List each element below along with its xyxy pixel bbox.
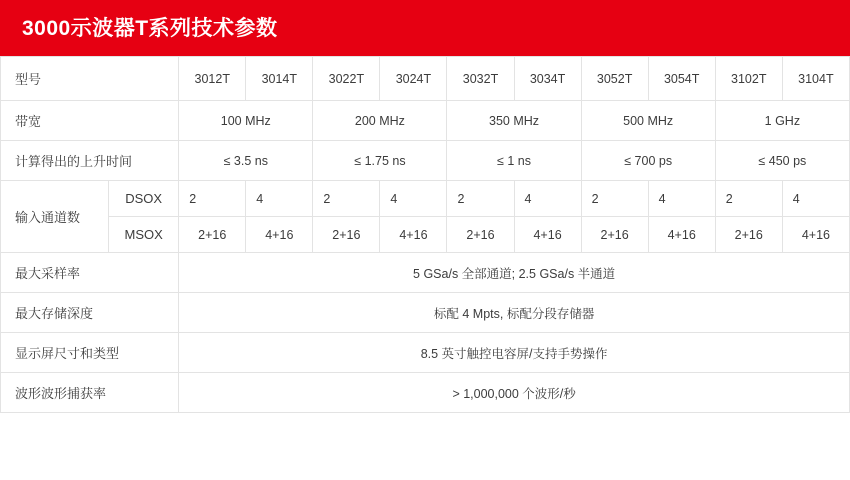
- table-row-model: [1, 57, 850, 101]
- dsox-channel-cell: 4: [514, 181, 581, 217]
- row-label-memory-depth: 最大存储深度: [1, 293, 179, 333]
- bandwidth-cell: 500 MHz: [581, 101, 715, 141]
- msox-channel-cell: 4+16: [246, 217, 313, 253]
- model-cell: 3102T: [715, 57, 782, 101]
- model-cell: 3054T: [648, 57, 715, 101]
- msox-channel-cell: 2+16: [715, 217, 782, 253]
- dsox-channel-cell: 2: [313, 181, 380, 217]
- model-cell: 3032T: [447, 57, 514, 101]
- row-label-model: 型号: [1, 57, 179, 101]
- waveform-rate-value: > 1,000,000 个波形/秒: [179, 373, 850, 413]
- model-cell: 3012T: [179, 57, 246, 101]
- msox-channel-cell: 4+16: [782, 217, 849, 253]
- table-row-sample-rate: [1, 253, 850, 293]
- page-header-banner: [0, 0, 850, 56]
- dsox-channel-cell: 2: [179, 181, 246, 217]
- dsox-channel-cell: 4: [782, 181, 849, 217]
- risetime-cell: ≤ 1.75 ns: [313, 141, 447, 181]
- row-label-channels: 输入通道数: [1, 181, 109, 253]
- dsox-channel-cell: 4: [648, 181, 715, 217]
- model-cell: 3104T: [782, 57, 849, 101]
- page-title: 3000示波器T系列技术参数: [22, 16, 278, 40]
- table-row-channels-dsox: [1, 181, 850, 217]
- model-cell: 3022T: [313, 57, 380, 101]
- dsox-channel-cell: 2: [447, 181, 514, 217]
- row-label-display: 显示屏尺寸和类型: [1, 333, 179, 373]
- dsox-channel-cell: 2: [715, 181, 782, 217]
- bandwidth-cell: 200 MHz: [313, 101, 447, 141]
- bandwidth-cell: 100 MHz: [179, 101, 313, 141]
- display-value: 8.5 英寸触控电容屏/支持手势操作: [179, 333, 850, 373]
- row-label-bandwidth: 带宽: [1, 101, 179, 141]
- table-row-display: [1, 333, 850, 373]
- row-label-sample-rate: 最大采样率: [1, 253, 179, 293]
- msox-channel-cell: 2+16: [447, 217, 514, 253]
- bandwidth-cell: 350 MHz: [447, 101, 581, 141]
- table-row-memory-depth: [1, 293, 850, 333]
- risetime-cell: ≤ 3.5 ns: [179, 141, 313, 181]
- model-cell: 3024T: [380, 57, 447, 101]
- dsox-channel-cell: 4: [246, 181, 313, 217]
- risetime-cell: ≤ 450 ps: [715, 141, 849, 181]
- sample-rate-value: 5 GSa/s 全部通道; 2.5 GSa/s 半通道: [179, 253, 850, 293]
- dsox-channel-cell: 4: [380, 181, 447, 217]
- dsox-channel-cell: 2: [581, 181, 648, 217]
- model-cell: 3052T: [581, 57, 648, 101]
- row-label-waveform-rate: 波形波形捕获率: [1, 373, 179, 413]
- risetime-cell: ≤ 700 ps: [581, 141, 715, 181]
- specifications-table: [0, 56, 850, 413]
- model-cell: 3014T: [246, 57, 313, 101]
- risetime-cell: ≤ 1 ns: [447, 141, 581, 181]
- table-row-bandwidth: [1, 101, 850, 141]
- row-sublabel-msox: MSOX: [109, 217, 179, 253]
- model-cell: 3034T: [514, 57, 581, 101]
- msox-channel-cell: 2+16: [179, 217, 246, 253]
- msox-channel-cell: 4+16: [514, 217, 581, 253]
- bandwidth-cell: 1 GHz: [715, 101, 849, 141]
- msox-channel-cell: 2+16: [313, 217, 380, 253]
- row-sublabel-dsox: DSOX: [109, 181, 179, 217]
- table-row-risetime: [1, 141, 850, 181]
- table-row-channels-msox: [1, 217, 850, 253]
- memory-depth-value: 标配 4 Mpts, 标配分段存储器: [179, 293, 850, 333]
- msox-channel-cell: 4+16: [648, 217, 715, 253]
- row-label-risetime: 计算得出的上升时间: [1, 141, 179, 181]
- msox-channel-cell: 2+16: [581, 217, 648, 253]
- msox-channel-cell: 4+16: [380, 217, 447, 253]
- table-row-waveform-rate: [1, 373, 850, 413]
